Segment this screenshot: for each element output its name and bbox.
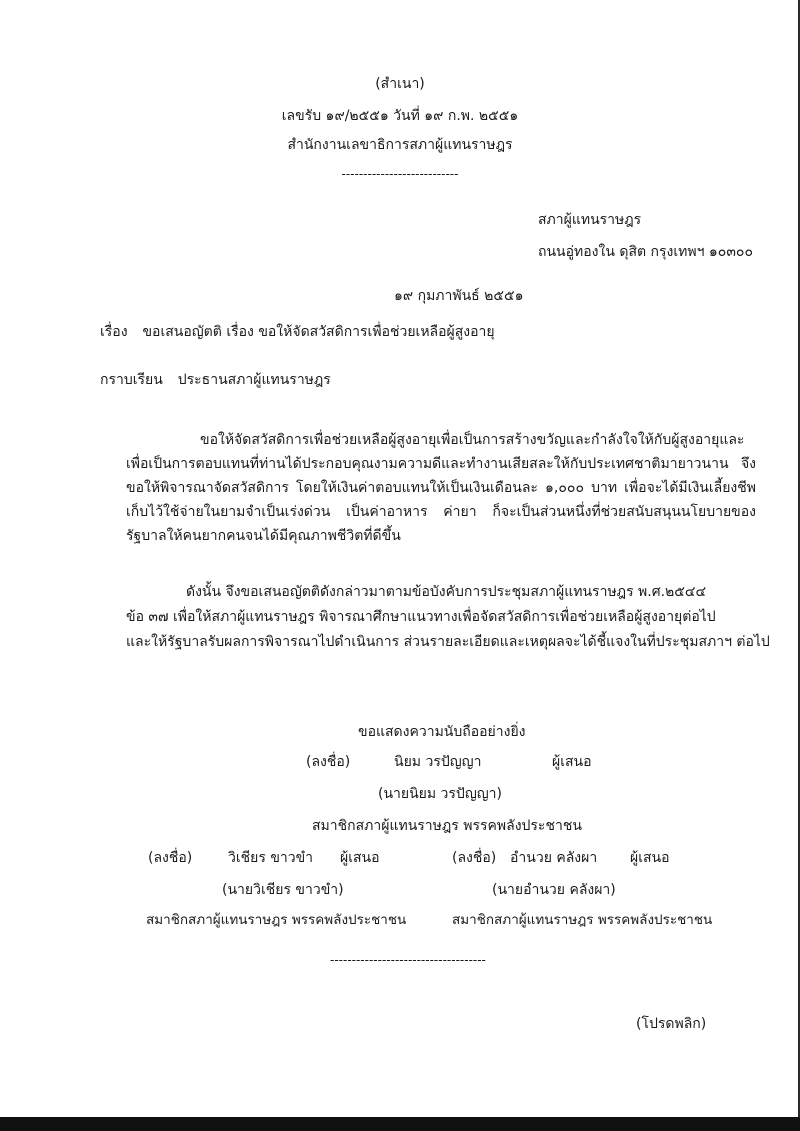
main-signer-name: นิยม วรปัญญา <box>394 754 482 770</box>
subject-text: ขอเสนอญัตติ เรื่อง ขอให้จัดสวัสดิการเพื่อช่วยเหลือผู้สูงอายุ <box>142 324 495 340</box>
main-signer-position: สมาชิกสภาผู้แทนราษฎร พรรคพลังประชาชน <box>312 818 582 834</box>
right-signer-position: สมาชิกสภาผู้แทนราษฎร พรรคพลังประชาชน <box>452 912 713 928</box>
scan-edge-bottom <box>0 1117 800 1131</box>
subject-label: เรื่อง <box>100 324 128 340</box>
letter-date: ๑๙ กุมภาพันธ์ ๒๕๕๑ <box>394 288 524 304</box>
address-line-1: สภาผู้แทนราษฎร <box>538 212 642 228</box>
right-signer-full-name: (นายอำนวย คลังผา) <box>492 882 616 898</box>
salutation-line <box>100 370 331 390</box>
main-signer-full-name: (นายนิยม วรปัญญา) <box>378 786 502 802</box>
closing: ขอแสดงความนับถืออย่างยิ่ง <box>358 724 526 740</box>
paragraph-2-line-2: ข้อ ๓๗ เพื่อให้สภาผู้แทนราษฎร พิจารณาศึกษาแนวทางเพื่อจัดสวัสดิการเพื่อช่วยเหลือผู้สูงอายุต่อไป <box>126 609 716 625</box>
receipt-line: เลขรับ ๑๙/๒๕๕๑ วันที่ ๑๙ ก.พ. ๒๕๕๑ <box>281 108 519 124</box>
right-signer-name: อำนวย คลังผา <box>510 850 598 866</box>
main-sign-label: (ลงชื่อ) <box>306 754 351 770</box>
body-paragraph-1 <box>126 428 756 548</box>
subject-line <box>100 322 495 342</box>
footer-separator: ------------------------------------ <box>330 953 486 967</box>
body-paragraph-2 <box>126 580 770 655</box>
left-sign-label: (ลงชื่อ) <box>148 850 193 866</box>
left-signer-name: วิเชียร ขาวขำ <box>228 850 314 866</box>
header-separator: --------------------------- <box>341 167 459 181</box>
paragraph-1-text: ขอให้จัดสวัสดิการเพื่อช่วยเหลือผู้สูงอายุเพื่อเป็นการสร้างขวัญและกำลังใจให้กับผู้สูงอายุและเพื่อเป็นการตอบแทนที่ท่านได้ประกอบคุณงามความดีและทำงานเสียสละให้กับประเทศชาติมายาวนาน จึงขอให้พิจารณาจัดสวัสดิการ โดยให้เงินค่าตอบแทนให้เป็นเงินเดือนละ ๑,๐๐๐ บาท เพื่อจะได้มีเงินเลี้ยงชีพ เก็บไว้ใช้จ่ายในยามจำเป็นเร่งด่วน เป็นค่าอาหาร ค่ายา ก็จะเป็นส่วนหนึ่งที่ช่วยสนับสนุนนโยบายของรัฐบาลให้คนยากคนจนได้มีคุณภาพชีวิตที่ดีขึ้น <box>126 432 756 544</box>
address-line-2: ถนนอู่ทองใน ดุสิต กรุงเทพฯ ๑๐๓๐๐ <box>538 244 754 260</box>
left-signer-full-name: (นายวิเชียร ขาวขำ) <box>222 882 344 898</box>
left-signer-position: สมาชิกสภาผู้แทนราษฎร พรรคพลังประชาชน <box>146 912 407 928</box>
right-sign-label: (ลงชื่อ) <box>452 850 497 866</box>
copy-mark: (สำเนา) <box>375 76 425 92</box>
main-signer-role: ผู้เสนอ <box>552 754 592 770</box>
salutation-text: ประธานสภาผู้แทนราษฎร <box>177 372 331 388</box>
office-name: สำนักงานเลขาธิการสภาผู้แทนราษฎร <box>287 137 513 153</box>
right-signer-role: ผู้เสนอ <box>630 850 670 866</box>
paragraph-2-line-1: ดังนั้น จึงขอเสนอญัตติดังกล่าวมาตามข้อบังคับการประชุมสภาผู้แทนราษฎร พ.ศ.๒๕๔๔ <box>186 584 707 600</box>
salutation-label: กราบเรียน <box>100 372 163 388</box>
left-signer-role: ผู้เสนอ <box>340 850 380 866</box>
turn-page-note: (โปรดพลิก) <box>636 1016 707 1032</box>
paragraph-2-line-3: และให้รัฐบาลรับผลการพิจารณาไปดำเนินการ ส่วนรายละเอียดและเหตุผลจะได้ชี้แจงในที่ประชุมสภาฯ ต่อไป <box>126 634 770 650</box>
